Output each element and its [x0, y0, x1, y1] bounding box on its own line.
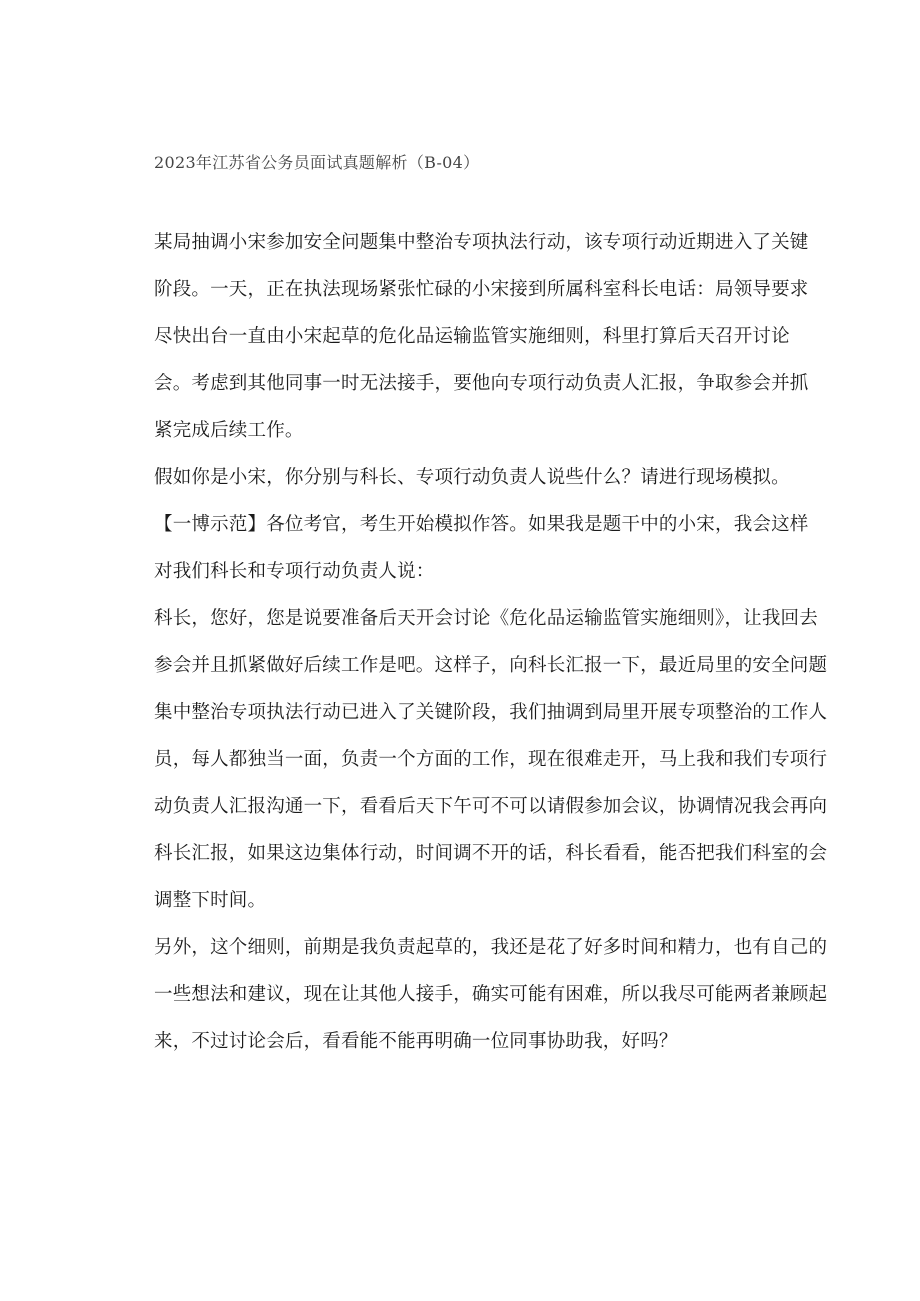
text-line: 对我们科长和专项行动负责人说：	[154, 561, 435, 582]
text-line: 来，不过讨论会后，看看能不能再明确一位同事协助我，好吗？	[154, 1031, 678, 1052]
text-line: 会。考虑到其他同事一时无法接手，要他向专项行动负责人汇报，争取参会并抓	[154, 373, 809, 394]
text-line: 另外，这个细则，前期是我负责起草的，我还是花了好多时间和精力，也有自己的	[154, 937, 828, 958]
text-line: 尽快出台一直由小宋起草的危化品运输监管实施细则，科里打算后天召开讨论	[154, 326, 790, 347]
text-line: 一些想法和建议，现在让其他人接手，确实可能有困难，所以我尽可能两者兼顾起	[154, 984, 828, 1005]
text-line: 科长，您好，您是说要准备后天开会讨论《危化品运输监管实施细则》，让我回去	[154, 608, 818, 629]
text-line: 员，每人都独当一面，负责一个方面的工作，现在很难走开，马上我和我们专项行	[154, 749, 828, 770]
text-line: 【一博示范】各位考官，考生开始模拟作答。如果我是题干中的小宋，我会这样	[154, 514, 809, 535]
text-line: 调整下时间。	[154, 890, 267, 911]
text-line: 某局抽调小宋参加安全问题集中整治专项执法行动，该专项行动近期进入了关键	[154, 232, 809, 253]
text-line: 集中整治专项执法行动已进入了关键阶段，我们抽调到局里开展专项整治的工作人	[154, 702, 828, 723]
text-line: 科长汇报，如果这边集体行动，时间调不开的话，科长看看，能否把我们科室的会	[154, 843, 828, 864]
document-title: 2023年江苏省公务员面试真题解析（B-04）	[154, 153, 480, 172]
text-line: 紧完成后续工作。	[154, 420, 304, 441]
text-line: 动负责人汇报沟通一下，看看后天下午可不可以请假参加会议，协调情况我会再向	[154, 796, 828, 817]
document-body	[154, 219, 828, 1065]
text-line: 阶段。一天，正在执法现场紧张忙碌的小宋接到所属科室科长电话：局领导要求	[154, 279, 809, 300]
text-line: 假如你是小宋，你分别与科长、专项行动负责人说些什么？请进行现场模拟。	[154, 467, 790, 488]
text-line: 参会并且抓紧做好后续工作是吧。这样子，向科长汇报一下，最近局里的安全问题	[154, 655, 828, 676]
